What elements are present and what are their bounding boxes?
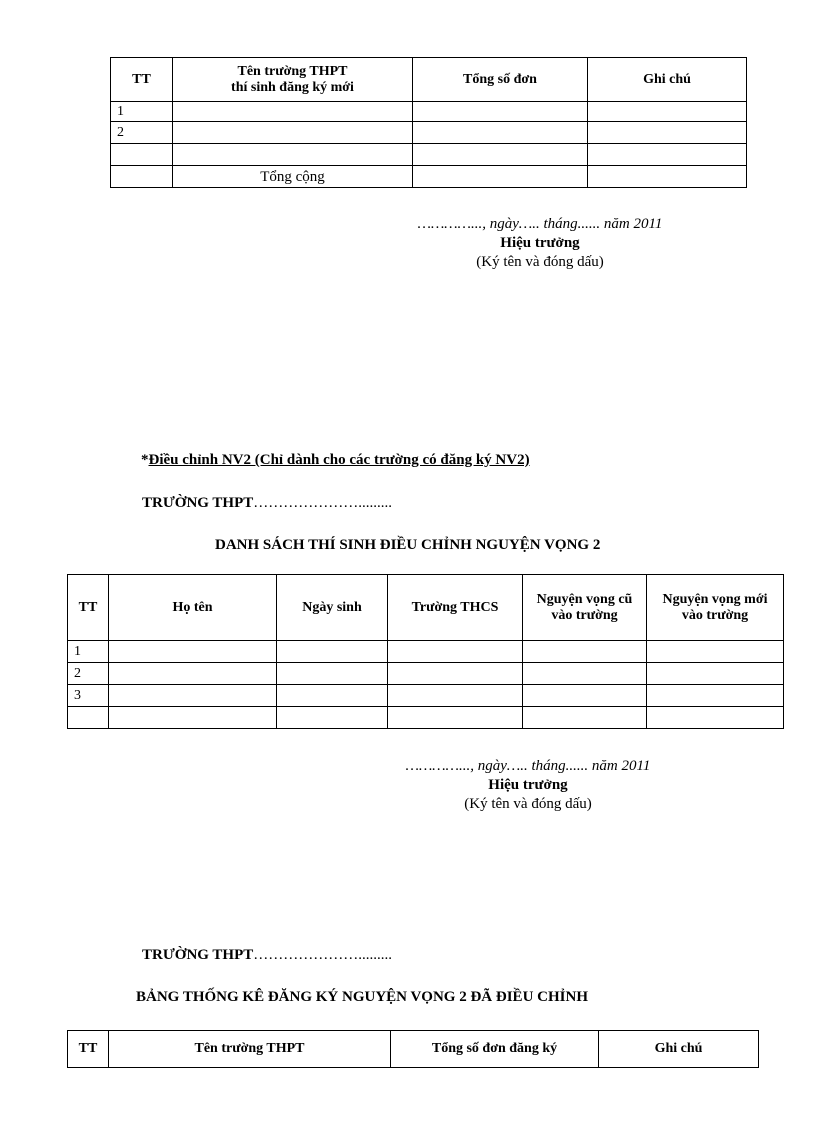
signature-title: Hiệu trưởng (500, 235, 580, 251)
cell-birth (277, 641, 388, 663)
header-full-name: Họ tên (109, 575, 277, 641)
cell-birth (277, 707, 388, 729)
cell-tt: 1 (68, 641, 109, 663)
school-label: TRƯỜNG THPT (142, 495, 254, 511)
cell-old (523, 707, 647, 729)
table-new-registrations (110, 57, 747, 188)
signature-block (368, 757, 688, 814)
total-label: Tổng cộng (173, 166, 413, 188)
school-label: TRƯỜNG THPT (142, 947, 254, 963)
cell-birth (277, 685, 388, 707)
cell-total (413, 102, 588, 122)
cell-tt: 3 (68, 685, 109, 707)
header-note: Ghi chú (588, 58, 747, 102)
stats-title: BẢNG THỐNG KÊ ĐĂNG KÝ NGUYỆN VỌNG 2 ĐÃ ĐIỀU CHỈNH (136, 989, 588, 1005)
cell-school (388, 641, 523, 663)
cell-school (173, 102, 413, 122)
cell-total (413, 122, 588, 144)
header-tt: TT (111, 58, 173, 102)
table-header-row (68, 1031, 759, 1068)
table-nv2-adjustments (67, 574, 784, 729)
school-name-line (142, 493, 392, 513)
table-row (68, 663, 784, 685)
header-note: Ghi chú (599, 1031, 759, 1068)
header-school-name-line1: Tên trường THPT (237, 63, 348, 79)
signature-note: (Ký tên và đóng dấu) (464, 796, 592, 812)
header-total: Tổng số đơn (413, 58, 588, 102)
cell-school (388, 685, 523, 707)
cell-old (523, 685, 647, 707)
school-dots: …………………......... (253, 947, 393, 963)
table-header-row (111, 58, 747, 102)
section-heading (141, 450, 530, 470)
header-total-applications: Tổng số đơn đăng ký (391, 1031, 599, 1068)
signature-title: Hiệu trưởng (488, 777, 568, 793)
cell-old (523, 641, 647, 663)
heading-prefix: * (141, 452, 149, 468)
cell-note (588, 122, 747, 144)
cell-new (647, 707, 784, 729)
header-new-wish: Nguyện vọng mới vào trường (647, 575, 784, 641)
cell-old (523, 663, 647, 685)
table-row (68, 641, 784, 663)
signature-note: (Ký tên và đóng dấu) (476, 254, 604, 270)
table-row (68, 707, 784, 729)
table-header-row (68, 575, 784, 641)
cell-school (388, 663, 523, 685)
cell-name (109, 663, 277, 685)
header-middle-school: Trường THCS (388, 575, 523, 641)
table-stats (67, 1030, 759, 1068)
heading-text: Điều chỉnh NV2 (Chỉ dành cho các trường có đăng ký NV2) (148, 452, 530, 468)
header-school-name-line2: thí sinh đăng ký mới (231, 79, 354, 95)
header-tt: TT (68, 575, 109, 641)
date-line: …………..., ngày….. tháng...... năm 2011 (417, 216, 663, 232)
cell-tt: 1 (111, 102, 173, 122)
header-school-name: Tên trường THPT (109, 1031, 391, 1068)
header-tt: TT (68, 1031, 109, 1068)
table-row (111, 102, 747, 122)
cell-name (109, 707, 277, 729)
cell-name (109, 641, 277, 663)
school-dots: …………………......... (253, 495, 393, 511)
table-row (111, 144, 747, 166)
cell-tt (111, 166, 173, 188)
signature-block (380, 215, 700, 272)
cell-birth (277, 663, 388, 685)
cell-note (588, 144, 747, 166)
table-row (68, 685, 784, 707)
cell-name (109, 685, 277, 707)
cell-school (173, 144, 413, 166)
cell-total (413, 144, 588, 166)
cell-tt (111, 144, 173, 166)
cell-note (588, 102, 747, 122)
date-line: …………..., ngày….. tháng...... năm 2011 (405, 758, 651, 774)
table-total-row (111, 166, 747, 188)
table-row (111, 122, 747, 144)
cell-new (647, 663, 784, 685)
cell-new (647, 641, 784, 663)
cell-total (413, 166, 588, 188)
cell-tt: 2 (68, 663, 109, 685)
list-title: DANH SÁCH THÍ SINH ĐIỀU CHỈNH NGUYỆN VỌNG 2 (215, 537, 601, 553)
cell-school (388, 707, 523, 729)
header-school-name (173, 58, 413, 102)
cell-new (647, 685, 784, 707)
school-name-line (142, 945, 392, 965)
header-old-wish: Nguyện vọng cũ vào trường (523, 575, 647, 641)
cell-tt: 2 (111, 122, 173, 144)
cell-note (588, 166, 747, 188)
cell-tt (68, 707, 109, 729)
header-birth-date: Ngày sinh (277, 575, 388, 641)
cell-school (173, 122, 413, 144)
